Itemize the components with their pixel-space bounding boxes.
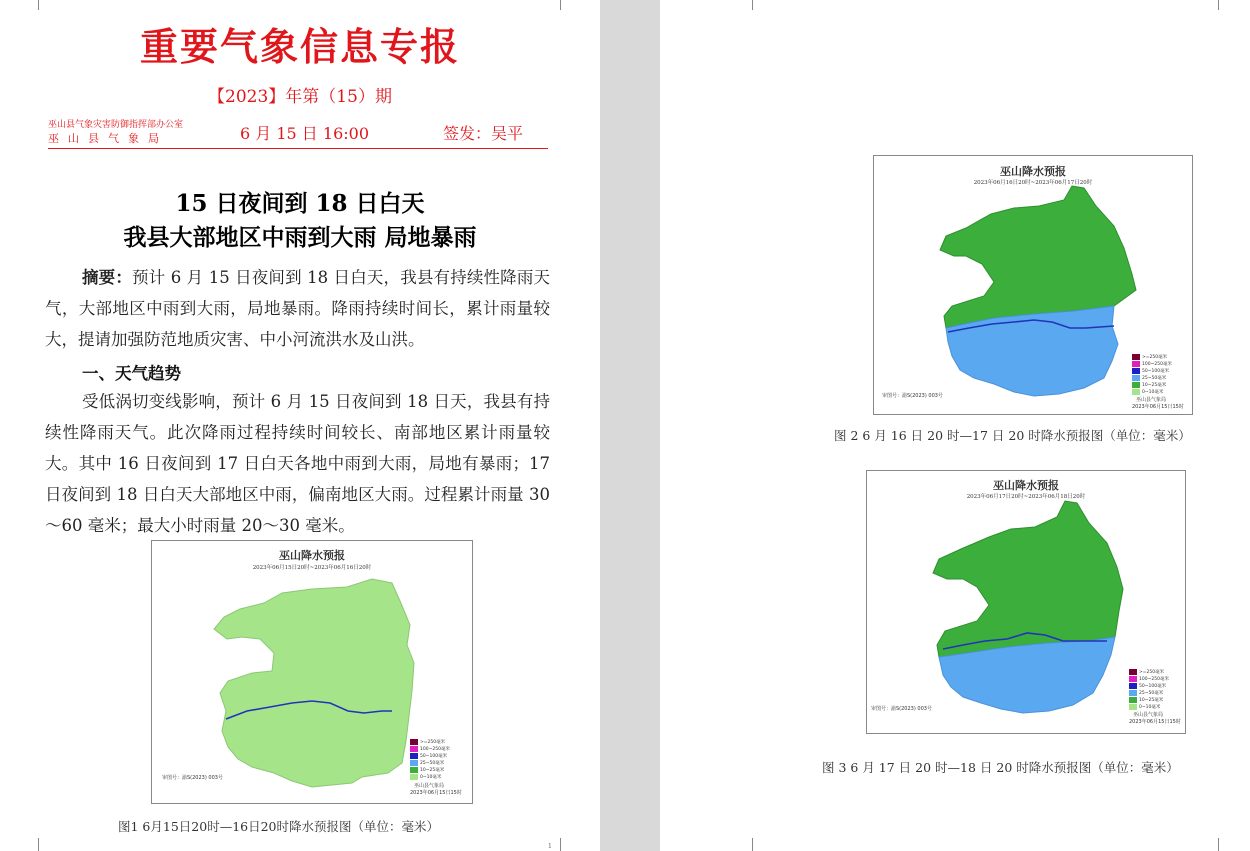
issuing-office: 巫山县气象灾害防御指挥部办公室 xyxy=(48,120,184,130)
issue-number: 【2023】年第（15）期 xyxy=(208,87,392,107)
map-legend xyxy=(1132,353,1172,395)
legend-item: 25~50毫米 xyxy=(1132,374,1172,381)
crop-mark xyxy=(26,838,39,851)
crop-mark xyxy=(740,0,753,10)
legend-item: >=250毫米 xyxy=(1132,353,1172,360)
legend-item: 10~25毫米 xyxy=(1132,381,1172,388)
figure-caption-2: 图 2 6 月 16 日 20 时—17 日 20 时降水预报图（单位：毫米） xyxy=(834,428,1191,443)
legend-item: 0~10毫米 xyxy=(1132,388,1172,395)
legend-item: 100~250毫米 xyxy=(410,745,450,752)
precipitation-map-3 xyxy=(866,470,1186,734)
crop-mark xyxy=(740,838,753,851)
page-number: 1 xyxy=(548,843,552,850)
figure-caption-1: 图1 6月15日20时—16日20时降水预报图（单位：毫米） xyxy=(118,819,440,834)
map-approval: 审图号：渝S(2023) 003号 xyxy=(162,775,223,781)
trend-paragraph: 受低涡切变线影响，预计 6 月 15 日夜间到 18 日天，我县有持续性降雨天气。此次降雨过程持续时间较长、南部地区累计雨量较大。其中 16 日夜间到 17 日白天各地中雨到大雨，局地有暴雨；17 日夜间到 18 日白天大部地区中雨，偏南地区大雨。过程累计雨量 30～60 毫米；最大小时雨量 20～30 毫米。 xyxy=(45,392,550,535)
legend-item: 50~100毫米 xyxy=(1129,682,1169,689)
headline-line-1: 15 日夜间到 18 日白天 xyxy=(175,190,425,217)
map-title: 巫山降水预报 xyxy=(279,549,345,562)
map-approval: 审图号：渝S(2023) 003号 xyxy=(871,706,932,712)
map-subtitle: 2023年06月16日20时~2023年06月17日20时 xyxy=(973,180,1093,186)
legend-item: >=250毫米 xyxy=(1129,668,1169,675)
legend-item: 10~25毫米 xyxy=(1129,696,1169,703)
document-page-2 xyxy=(660,0,1250,851)
map-subtitle: 2023年06月15日20时~2023年06月16日20时 xyxy=(252,565,372,571)
legend-item: >=250毫米 xyxy=(410,738,450,745)
map-title: 巫山降水预报 xyxy=(993,479,1059,492)
map-legend xyxy=(1129,668,1169,710)
map-legend xyxy=(410,738,450,780)
legend-item: 10~25毫米 xyxy=(410,766,450,773)
precipitation-map-1 xyxy=(151,540,473,804)
map-issued: 2023年06月15日15时 xyxy=(1132,404,1184,410)
legend-item: 100~250毫米 xyxy=(1129,675,1169,682)
map-org: 巫山县气象局 xyxy=(414,783,445,789)
legend-item: 0~10毫米 xyxy=(410,773,450,780)
map-subtitle: 2023年06月17日20时~2023年06月18日20时 xyxy=(966,494,1086,500)
issuing-bureau: 巫山县气象局 xyxy=(48,132,168,145)
map-issued: 2023年06月15日15时 xyxy=(1129,719,1181,725)
issue-datetime: 6 月 15 日 16:00 xyxy=(240,124,369,143)
crop-mark xyxy=(560,0,573,10)
map-title: 巫山降水预报 xyxy=(1000,165,1066,178)
figure-caption-3: 图 3 6 月 17 日 20 时—18 日 20 时降水预报图（单位：毫米） xyxy=(822,760,1179,775)
map-issued: 2023年06月15日15时 xyxy=(410,790,462,796)
crop-mark xyxy=(26,0,39,10)
summary-paragraph xyxy=(45,262,550,355)
legend-item: 50~100毫米 xyxy=(1132,367,1172,374)
map-org: 巫山县气象局 xyxy=(1136,397,1167,403)
signer: 签发：吴平 xyxy=(443,124,524,143)
map-approval: 审图号：渝S(2023) 003号 xyxy=(882,393,943,399)
header-divider xyxy=(48,148,548,149)
legend-item: 25~50毫米 xyxy=(1129,689,1169,696)
headline-line-2: 我县大部地区中雨到大雨 局地暴雨 xyxy=(123,224,477,251)
legend-item: 50~100毫米 xyxy=(410,752,450,759)
county-region xyxy=(214,579,414,787)
precipitation-map-2 xyxy=(873,155,1193,415)
document-page-1 xyxy=(0,0,600,851)
crop-mark xyxy=(1218,838,1231,851)
report-title: 重要气象信息专报 xyxy=(139,24,460,69)
legend-item: 100~250毫米 xyxy=(1132,360,1172,367)
summary-text: 预计 6 月 15 日夜间到 18 日白天，我县有持续性降雨天气，大部地区中雨到大雨，局地暴雨。降雨持续时间长，累计雨量较大，提请加强防范地质灾害、中小河流洪水及山洪。 xyxy=(45,268,551,349)
page-gap xyxy=(600,0,660,851)
legend-item: 25~50毫米 xyxy=(410,759,450,766)
legend-item: 0~10毫米 xyxy=(1129,703,1169,710)
crop-mark xyxy=(1218,0,1231,10)
crop-mark xyxy=(560,838,573,851)
summary-label: 摘要： xyxy=(82,268,132,287)
map-org: 巫山县气象局 xyxy=(1133,712,1164,718)
section-heading: 一、天气趋势 xyxy=(82,364,181,383)
